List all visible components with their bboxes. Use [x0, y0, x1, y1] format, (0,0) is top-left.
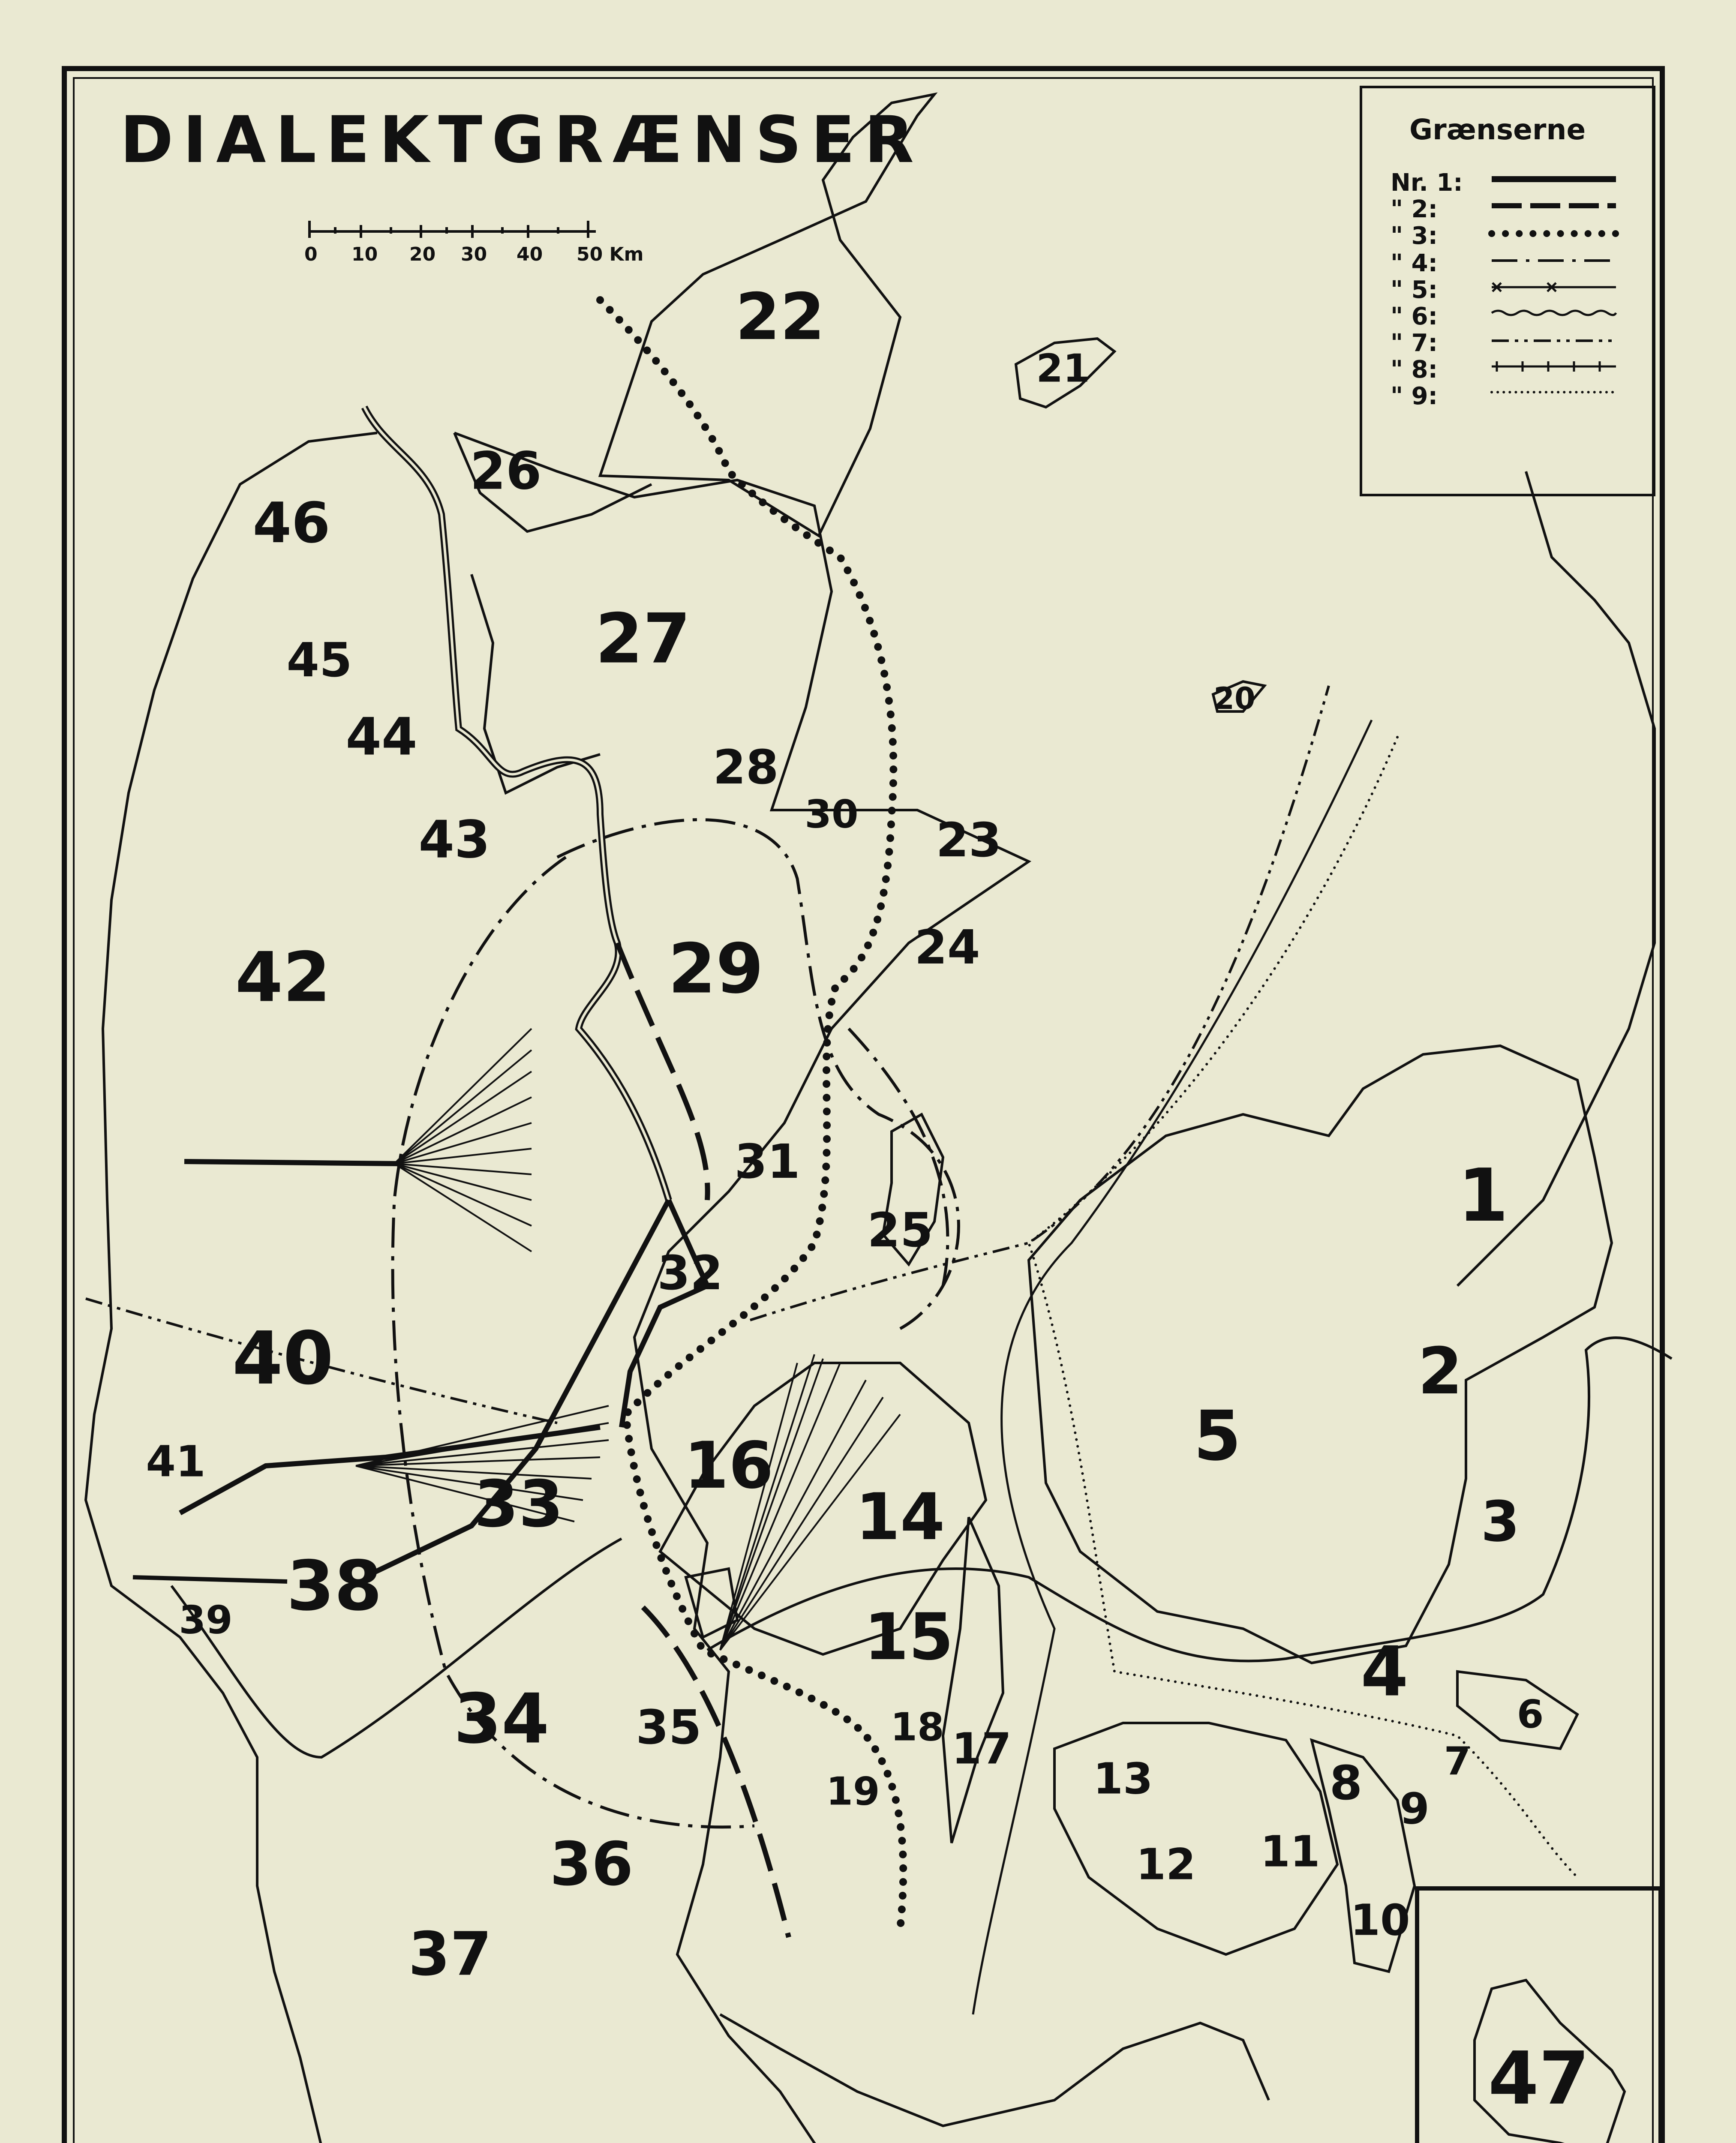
- region-label: 25: [867, 1203, 933, 1258]
- region-label: 9: [1400, 1783, 1430, 1834]
- region-label: 28: [713, 740, 779, 795]
- region-label: 21: [1036, 346, 1090, 391]
- region-label: 2: [1418, 1334, 1463, 1409]
- scale-tick: 50 Km: [577, 243, 644, 265]
- region-label: 31: [734, 1134, 800, 1189]
- region-label: 17: [952, 1723, 1012, 1774]
- legend-label: " 8:: [1391, 356, 1438, 384]
- region-label: 27: [595, 598, 691, 679]
- scale-bar: [309, 221, 596, 238]
- region-label: 40: [232, 1316, 334, 1401]
- legend-label: " 9:: [1391, 382, 1438, 410]
- region-label: 14: [855, 1480, 945, 1555]
- region-label: 42: [235, 937, 331, 1017]
- region-label: 26: [470, 441, 542, 501]
- boundary-8: [973, 720, 1372, 2014]
- region-label: 24: [914, 920, 980, 975]
- scale-tick: 0: [304, 243, 318, 265]
- coast-germany: [720, 2014, 1269, 2126]
- region-label: 45: [286, 633, 352, 687]
- legend-label: Nr. 1:: [1391, 169, 1463, 197]
- coast-langeland: [943, 1517, 1003, 1843]
- legend-title: Grænserne: [1409, 113, 1586, 146]
- boundary-1: [133, 407, 707, 1582]
- legend-box: [1360, 86, 1655, 496]
- region-label: 15: [864, 1600, 954, 1675]
- region-label: 18: [890, 1705, 944, 1750]
- scale-tick: 30: [461, 243, 487, 265]
- region-label: 3: [1481, 1489, 1520, 1554]
- region-label: 6: [1517, 1692, 1544, 1737]
- region-label: 20: [1213, 681, 1255, 716]
- region-label: 23: [936, 813, 1002, 867]
- fan-hatching: [356, 1029, 900, 1650]
- region-label: 41: [146, 1436, 206, 1487]
- region-label: 33: [474, 1467, 564, 1542]
- region-label: 46: [252, 490, 330, 555]
- legend-label: " 7:: [1391, 329, 1438, 357]
- region-label: 16: [684, 1429, 774, 1503]
- region-label: 44: [345, 707, 417, 767]
- legend-label: " 5:: [1391, 276, 1438, 304]
- region-label: 39: [179, 1597, 233, 1643]
- region-label: 1: [1457, 1153, 1509, 1238]
- boundary-7: [86, 686, 1329, 1423]
- region-label: 35: [636, 1700, 702, 1755]
- region-label: 38: [286, 1546, 382, 1626]
- scale-tick: 20: [409, 243, 436, 265]
- legend-label: " 6:: [1391, 303, 1438, 330]
- region-label: 11: [1260, 1826, 1320, 1877]
- region-label: 30: [805, 792, 859, 837]
- scale-tick: 10: [351, 243, 378, 265]
- coast-jutland-west: [86, 433, 377, 2143]
- region-label: 10: [1350, 1895, 1410, 1945]
- region-label: 22: [735, 280, 825, 354]
- region-label: 36: [550, 1829, 634, 1900]
- region-label: 37: [408, 1919, 492, 1990]
- legend-label: " 2:: [1391, 195, 1438, 223]
- boundary-3: [600, 300, 903, 1929]
- legend-label: " 3:: [1391, 222, 1438, 250]
- map-title: DIALEKTGRÆNSER: [120, 103, 923, 177]
- region-label: 8: [1329, 1756, 1363, 1810]
- region-label: 34: [454, 1678, 550, 1759]
- region-label: 19: [826, 1769, 880, 1814]
- region-label: 29: [668, 928, 764, 1009]
- region-label: 13: [1093, 1753, 1153, 1804]
- region-label: 47: [1488, 2036, 1590, 2121]
- region-label: 12: [1136, 1839, 1196, 1890]
- region-label: 4: [1361, 1631, 1409, 1712]
- legend-label: " 4:: [1391, 249, 1438, 277]
- coast-sjaelland: [1029, 1046, 1612, 1663]
- boundary-9: [1029, 737, 1577, 1877]
- region-label: 7: [1444, 1739, 1471, 1784]
- region-label: 5: [1193, 1396, 1241, 1476]
- scale-tick: 40: [517, 243, 543, 265]
- region-label: 43: [418, 810, 490, 870]
- region-label: 32: [657, 1246, 723, 1300]
